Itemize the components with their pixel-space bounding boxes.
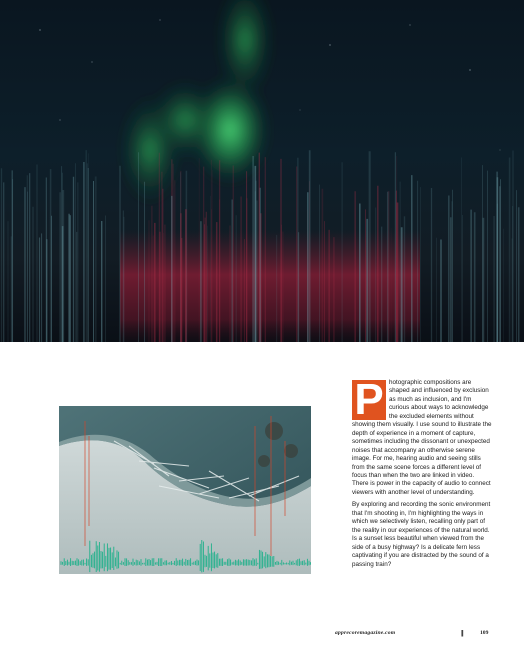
paragraph-1 (352, 375, 492, 497)
footer-separator: ||| (461, 629, 463, 637)
paragraph-2: By exploring and recording the sonic environment that I'm shooting in, I'm highlighting the ways in which we selectively listen, recalling only part of the reality in our experiences of the natural world. Is a sunset less beautiful when viewed from the side of a busy highway? Is a delicate fern less captivating if you are distracted by the sound of a passing train? (352, 501, 491, 568)
drop-cap: P (352, 380, 386, 420)
page-number: 109 (480, 630, 489, 636)
page-footer (335, 630, 495, 640)
ice-aerial-photo (59, 406, 311, 574)
paragraph-1-text: hotographic compositions are shaped and influenced by exclusion as much as inclusion, and I'm curious about ways to acknowledge the excluded elements without showing them visually. I use sound to illustrate the depth of experience in a moment of capture, sometimes including the dissonant or unexpected noises that accompany an otherwise serene image. For me, hearing audio and seeing stills from the same scene forces a different level of focus than when the two are linked in video. There is power in the capacity of audio to connect viewers with another level of understanding. (352, 379, 492, 496)
article-body (352, 375, 492, 573)
ice-image (59, 406, 311, 574)
footer-website: apprecoremagazine.com (335, 630, 396, 636)
